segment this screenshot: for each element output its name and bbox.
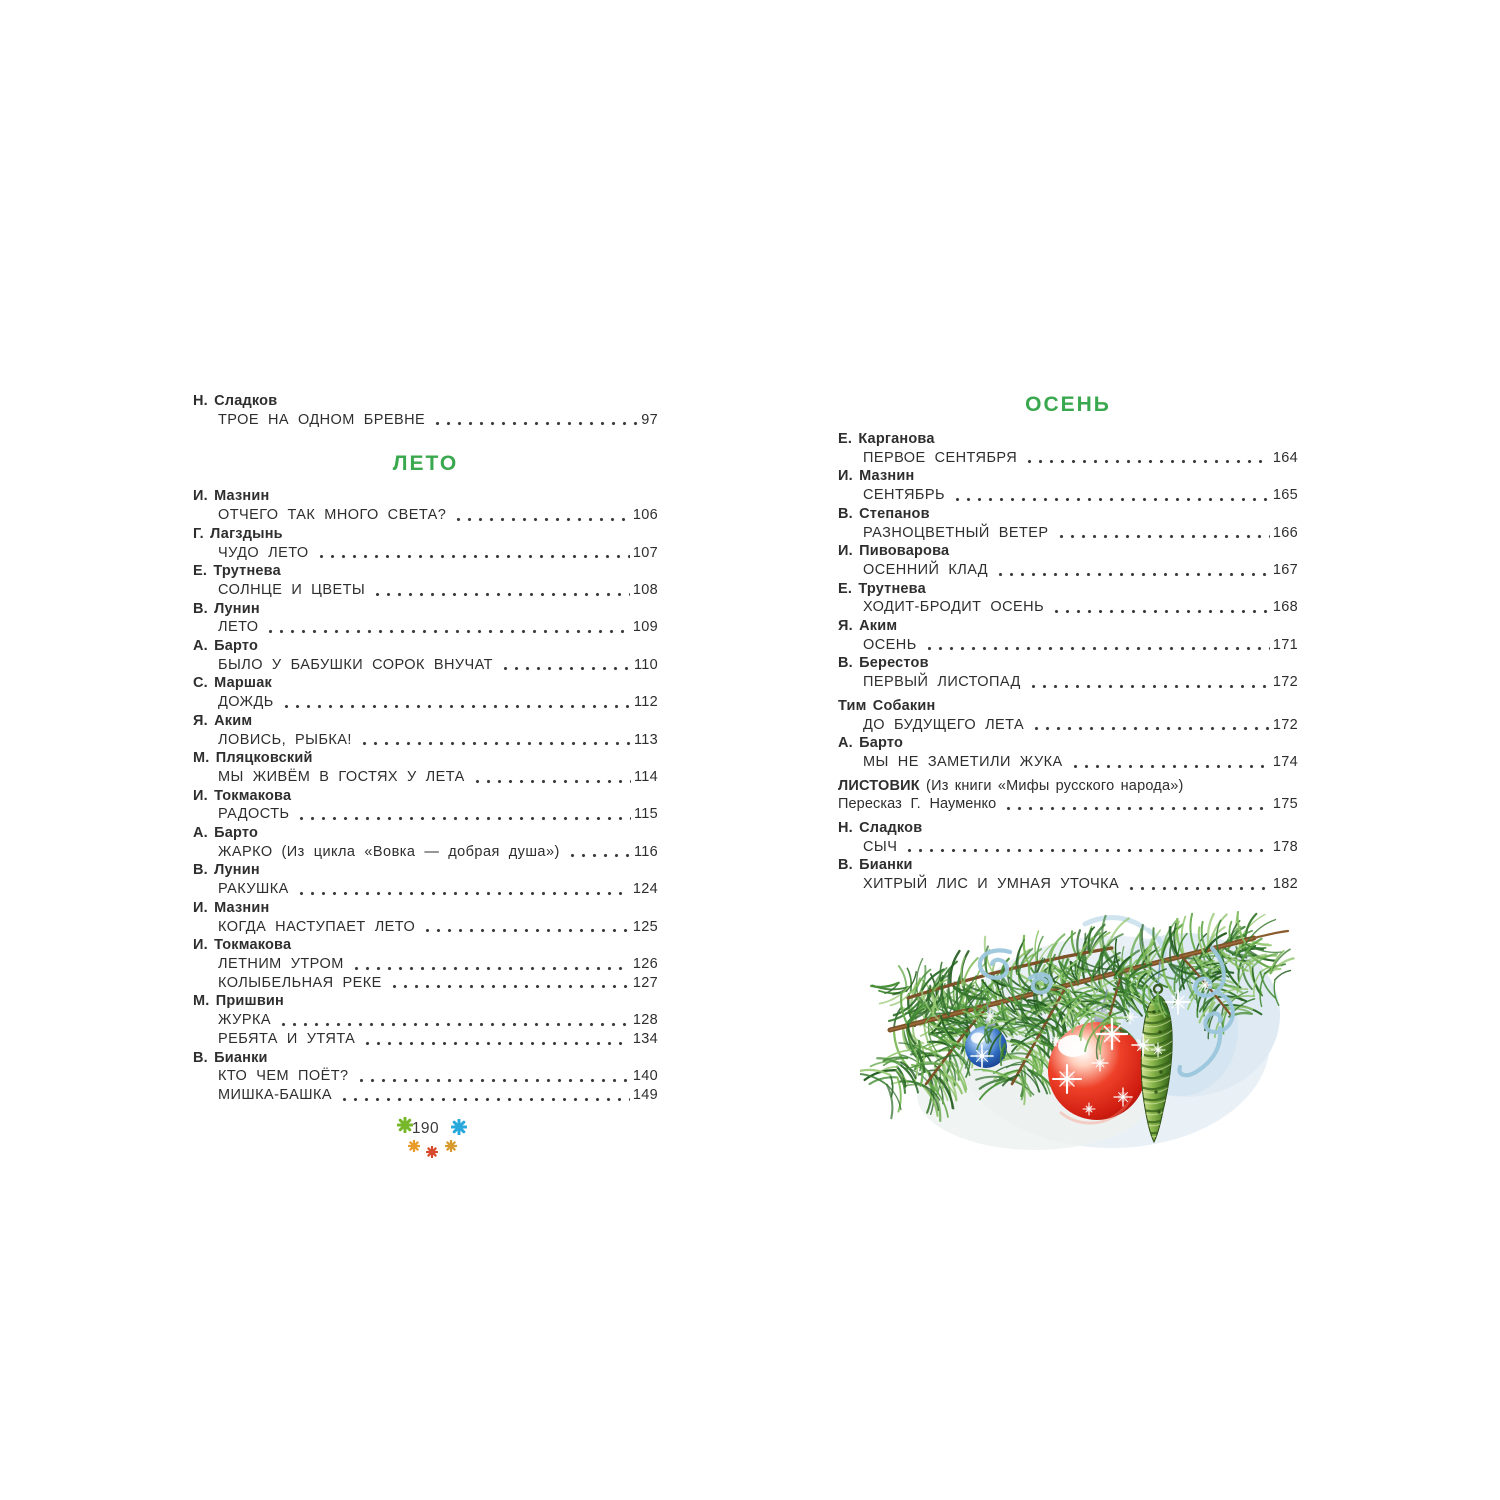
toc-entry <box>193 936 658 992</box>
story-title: Пересказ Г. Науменко <box>838 796 997 813</box>
toc-entry <box>838 542 1298 579</box>
toc-entry-row <box>838 673 1298 692</box>
dot-leader <box>278 1022 630 1027</box>
toc-left-entries <box>193 392 658 1105</box>
toc-entry-row <box>193 805 658 824</box>
page-number: 190 <box>411 1119 440 1137</box>
story-title: СОЛНЦЕ И ЦВЕТЫ <box>218 581 366 598</box>
toc-entry <box>838 580 1298 617</box>
author-name: И. Мазнин <box>193 488 270 505</box>
page-ref: 114 <box>633 768 658 785</box>
author-name: В. Бианки <box>193 1049 268 1066</box>
dot-leader <box>339 1097 630 1102</box>
author-name: М. Пляцковский <box>193 750 313 767</box>
dot-leader <box>995 572 1270 577</box>
toc-entry <box>838 777 1298 814</box>
page-ref: 125 <box>632 918 658 935</box>
author-name: В. Бианки <box>838 857 913 874</box>
page-ref: 124 <box>632 881 658 898</box>
page-ref: 107 <box>632 544 658 561</box>
dot-leader <box>356 1078 630 1083</box>
toc-entry <box>838 654 1298 691</box>
toc-entry <box>193 487 658 524</box>
dot-leader <box>351 966 630 971</box>
dot-leader <box>432 421 638 426</box>
toc-entry-row <box>838 716 1298 735</box>
dot-leader <box>924 646 1270 651</box>
story-title: СЫЧ <box>863 838 898 855</box>
story-title-bold: ЛИСТОВИК <box>838 777 920 794</box>
author-name: Е. Трутнева <box>193 563 281 580</box>
toc-entry <box>193 637 658 674</box>
toc-entry-row <box>193 1086 658 1105</box>
toc-entry <box>838 617 1298 654</box>
toc-entry <box>193 861 658 898</box>
toc-entry <box>193 749 658 786</box>
toc-entry <box>193 899 658 936</box>
story-title: МИШКА-БАШКА <box>218 1086 332 1103</box>
story-title: ЛЕТНИМ УТРОМ <box>218 955 344 972</box>
toc-entry-row <box>838 561 1298 580</box>
dot-leader <box>1024 459 1270 464</box>
toc-entry <box>193 787 658 824</box>
toc-entry <box>193 674 658 711</box>
dot-leader <box>372 592 630 597</box>
dot-leader <box>362 1041 630 1046</box>
toc-entry-row <box>838 753 1298 772</box>
page-ref: 126 <box>632 955 658 972</box>
author-name: Тим Собакин <box>838 697 936 714</box>
section-heading: ОСЕНЬ <box>1025 393 1111 416</box>
asterisk-orange-icon <box>408 1140 420 1152</box>
toc-entry <box>193 992 658 1048</box>
toc-entry-row <box>193 618 658 637</box>
story-title: РЕБЯТА И УТЯТА <box>218 1030 356 1047</box>
toc-entry-row <box>193 544 658 563</box>
toc-entry <box>193 712 658 749</box>
toc-entry-row <box>193 974 658 993</box>
story-title: РАЗНОЦВЕТНЫЙ ВЕТЕР <box>863 524 1049 541</box>
author-name: В. Лунин <box>193 600 260 617</box>
dot-leader <box>1070 764 1270 769</box>
toc-entry <box>193 600 658 637</box>
dot-leader <box>500 666 631 671</box>
toc-entry-row <box>193 693 658 712</box>
toc-entry-row <box>193 581 658 600</box>
christmas-branch-illustration <box>860 890 1320 1190</box>
dot-leader <box>472 779 631 784</box>
page-ref: 127 <box>632 974 658 991</box>
story-title: ДОЖДЬ <box>218 694 274 711</box>
toc-entry-row <box>838 449 1298 468</box>
toc-entry <box>193 824 658 861</box>
story-title: ОТЧЕГО ТАК МНОГО СВЕТА? <box>218 507 447 524</box>
page-ref: 110 <box>633 656 658 673</box>
author-name: И. Пивоварова <box>838 543 950 560</box>
page-ref: 115 <box>633 806 658 823</box>
toc-entry <box>838 734 1298 771</box>
toc-entry-row <box>193 843 658 862</box>
author-name: Е. Трутнева <box>838 580 926 597</box>
page-ref: 182 <box>1272 876 1298 893</box>
dot-leader <box>422 928 630 933</box>
toc-entry-row <box>193 1030 658 1049</box>
author-name: Я. Аким <box>193 712 253 729</box>
author-name: В. Степанов <box>838 505 930 522</box>
story-title: МЫ НЕ ЗАМЕТИЛИ ЖУКА <box>863 753 1063 770</box>
dot-leader <box>265 629 629 634</box>
page-ref: 171 <box>1272 636 1298 653</box>
page-ref: 134 <box>632 1030 658 1047</box>
page-ref: 172 <box>1272 674 1298 691</box>
author-name: И. Мазнин <box>838 468 915 485</box>
story-title: ОСЕНЬ <box>863 636 917 653</box>
toc-entry-row <box>838 598 1298 617</box>
story-title: КОЛЫБЕЛЬНАЯ РЕКЕ <box>218 974 382 991</box>
dot-leader <box>316 554 630 559</box>
author-name: М. Пришвин <box>193 993 284 1010</box>
section-heading: ЛЕТО <box>392 452 459 476</box>
author-name: Я. Аким <box>838 618 898 635</box>
page-footer <box>193 1117 658 1165</box>
dot-leader <box>1031 726 1270 731</box>
author-name: А. Барто <box>193 825 259 842</box>
toc-entry-row <box>193 506 658 525</box>
story-title: ЖУРКА <box>218 1012 271 1029</box>
page-ref: 174 <box>1272 753 1298 770</box>
dot-leader <box>389 984 630 989</box>
story-title: ХОДИТ-БРОДИТ ОСЕНЬ <box>863 599 1045 616</box>
story-title: ХИТРЫЙ ЛИС И УМНАЯ УТОЧКА <box>863 876 1120 893</box>
story-title: ЛЕТО <box>218 619 259 636</box>
toc-entry-row <box>193 656 658 675</box>
page-ref: 109 <box>632 619 658 636</box>
page-ref: 167 <box>1272 561 1298 578</box>
dot-leader <box>359 741 631 746</box>
toc-entry <box>193 1049 658 1105</box>
asterisk-blue-icon <box>451 1119 467 1135</box>
dot-leader <box>1056 534 1270 539</box>
story-title: СЕНТЯБРЬ <box>863 487 945 504</box>
toc-entry-row <box>838 838 1298 857</box>
story-lead-line <box>838 777 1298 796</box>
author-name: А. Барто <box>838 735 904 752</box>
story-title: КОГДА НАСТУПАЕТ ЛЕТО <box>218 918 416 935</box>
author-name: Н. Сладков <box>193 393 278 409</box>
author-name: А. Барто <box>193 638 259 655</box>
toc-entry-row <box>193 880 658 899</box>
page-ref: 128 <box>632 1012 658 1029</box>
author-name: И. Токмакова <box>193 787 292 804</box>
toc-entry <box>193 525 658 562</box>
toc-entry-row <box>193 918 658 937</box>
story-title: БЫЛО У БАБУШКИ СОРОК ВНУЧАТ <box>218 656 493 673</box>
page-ref: 178 <box>1272 838 1298 855</box>
toc-entry <box>838 467 1298 504</box>
story-title: КТО ЧЕМ ПОЁТ? <box>218 1068 349 1085</box>
toc-entry-row <box>193 955 658 974</box>
asterisk-gold-icon <box>445 1140 457 1152</box>
author-name: Н. Сладков <box>838 820 923 837</box>
page-ref: 97 <box>641 411 658 428</box>
page-ref: 164 <box>1272 449 1298 466</box>
page-ref: 113 <box>633 731 658 748</box>
toc-right-page <box>838 392 1298 894</box>
story-title: ПЕРВОЕ СЕНТЯБРЯ <box>863 449 1018 466</box>
author-name: И. Мазнин <box>193 899 270 916</box>
toc-entry <box>838 856 1298 893</box>
story-title: ПЕРВЫЙ ЛИСТОПАД <box>863 674 1021 691</box>
dot-leader <box>296 891 630 896</box>
toc-entry <box>838 819 1298 856</box>
page-ref: 166 <box>1272 524 1298 541</box>
story-lead-rest: (Из книги «Мифы русского народа») <box>919 777 1184 794</box>
asterisk-red-icon <box>426 1146 438 1158</box>
toc-right-entries <box>838 392 1298 894</box>
page-ref: 106 <box>632 507 658 524</box>
toc-entry <box>193 392 658 429</box>
toc-entry-row <box>193 731 658 750</box>
page-ref: 140 <box>632 1068 658 1085</box>
toc-entry-row <box>193 1011 658 1030</box>
author-name: Г. Лагздынь <box>193 525 283 542</box>
story-title: ДО БУДУЩЕГО ЛЕТА <box>863 716 1025 733</box>
author-name: Е. Карганова <box>838 431 935 447</box>
dot-leader <box>1003 806 1270 811</box>
toc-entry <box>838 505 1298 542</box>
toc-entry-row <box>193 768 658 787</box>
page-ref: 108 <box>632 581 658 598</box>
page-ref: 149 <box>632 1086 658 1103</box>
dot-leader <box>952 497 1270 502</box>
toc-entry-row <box>838 795 1298 814</box>
page-ref: 112 <box>633 694 658 711</box>
story-title: МЫ ЖИВЁМ В ГОСТЯХ У ЛЕТА <box>218 768 465 785</box>
dot-leader <box>904 848 1270 853</box>
story-title: ЖАРКО (Из цикла «Вовка — добрая душа») <box>218 843 560 860</box>
dot-leader <box>296 816 631 821</box>
toc-entry-row <box>838 524 1298 543</box>
toc-entry-row <box>838 486 1298 505</box>
author-name: С. Маршак <box>193 675 272 692</box>
author-name: В. Лунин <box>193 862 260 879</box>
page-ref: 165 <box>1272 487 1298 504</box>
author-name: В. Берестов <box>838 655 929 672</box>
story-title: ТРОЕ НА ОДНОМ БРЕВНЕ <box>218 411 426 428</box>
toc-entry <box>838 697 1298 734</box>
page-ref: 168 <box>1272 599 1298 616</box>
story-title: ЧУДО ЛЕТО <box>218 544 309 561</box>
dot-leader <box>1051 609 1270 614</box>
toc-entry-row <box>193 411 658 430</box>
dot-leader <box>453 517 630 522</box>
page-ref: 172 <box>1272 716 1298 733</box>
story-title: РАДОСТЬ <box>218 806 290 823</box>
toc-entry <box>193 562 658 599</box>
author-name: И. Токмакова <box>193 937 292 954</box>
story-title: ЛОВИСЬ, РЫБКА! <box>218 731 352 748</box>
toc-entry-row <box>193 1067 658 1086</box>
toc-entry-row <box>838 636 1298 655</box>
dot-leader <box>1028 684 1270 689</box>
story-title: РАКУШКА <box>218 881 289 898</box>
story-title: ОСЕННИЙ КЛАД <box>863 561 989 578</box>
page-ref: 175 <box>1272 796 1298 813</box>
dot-leader <box>567 853 631 858</box>
dot-leader <box>281 704 631 709</box>
toc-left-page <box>193 392 658 1165</box>
toc-entry <box>838 430 1298 467</box>
page-ref: 116 <box>633 843 658 860</box>
